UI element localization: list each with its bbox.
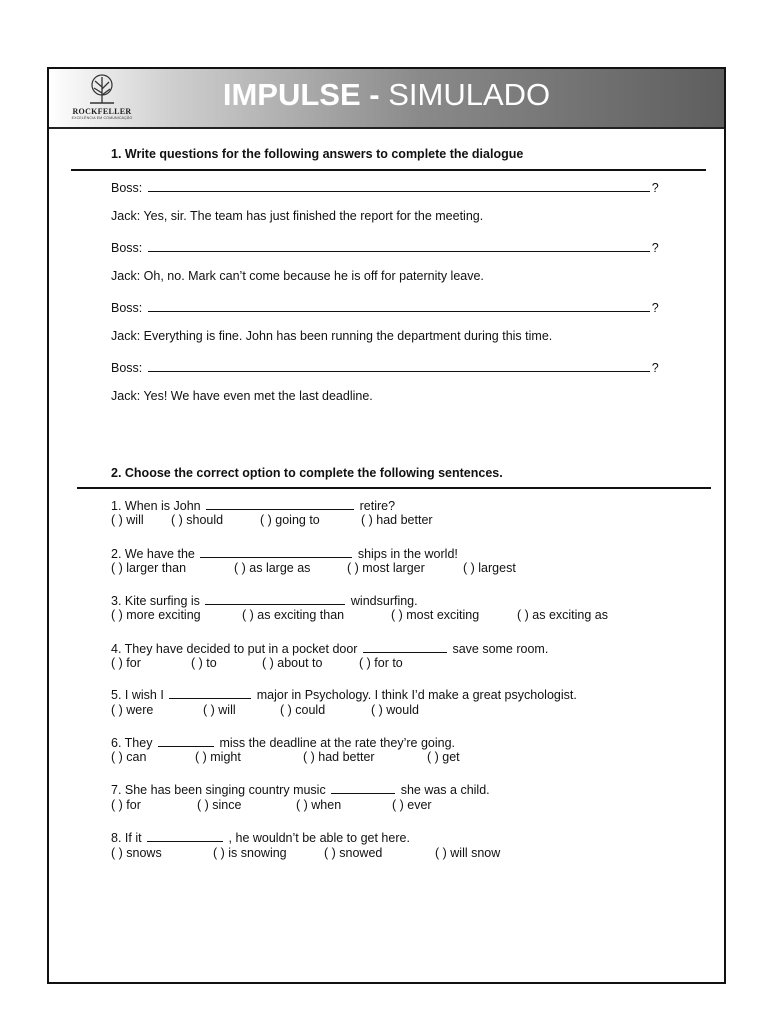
speaker: Boss: — [111, 301, 143, 315]
speaker: Jack: — [111, 329, 141, 343]
option-radio[interactable]: ( ) most exciting — [391, 608, 480, 622]
question-text-end: miss the deadline at the rate they’re going. — [219, 736, 455, 750]
line-end: ? — [651, 241, 659, 255]
question-text-end: windsurfing. — [350, 594, 418, 608]
answer-blank[interactable] — [147, 829, 223, 842]
answer-blank[interactable] — [148, 179, 650, 192]
question-text-end: , he wouldn’t be able to get here. — [228, 831, 410, 845]
option-radio[interactable]: ( ) would — [371, 703, 419, 717]
option-radio[interactable]: ( ) had better — [303, 750, 375, 764]
question-text-end: retire? — [359, 499, 396, 513]
question-text-end: ships in the world! — [357, 547, 458, 561]
answer-blank[interactable] — [148, 239, 650, 252]
line-end: ? — [651, 361, 659, 375]
question-8 — [111, 829, 410, 845]
speaker: Jack: — [111, 389, 141, 403]
option-radio[interactable]: ( ) snowed — [324, 846, 383, 860]
speaker: Boss: — [111, 361, 143, 375]
answer-blank[interactable] — [206, 497, 354, 510]
dialogue-line-1 — [111, 179, 659, 195]
option-radio[interactable]: ( ) more exciting — [111, 608, 201, 622]
option-radio[interactable]: ( ) will — [111, 513, 144, 527]
dialogue-line-8 — [111, 389, 373, 403]
line-end: ? — [651, 181, 659, 195]
option-radio[interactable]: ( ) get — [427, 750, 460, 764]
dialogue-line-4 — [111, 269, 484, 283]
section2-title: 2. Choose the correct option to complete the following sentences. — [111, 466, 503, 480]
question-2 — [111, 545, 458, 561]
question-text-end: save some room. — [452, 642, 549, 656]
dialogue-line-6 — [111, 329, 552, 343]
question-text: 3. Kite surfing is — [111, 594, 200, 608]
option-radio[interactable]: ( ) will — [203, 703, 236, 717]
question-3 — [111, 592, 418, 608]
worksheet-page — [47, 67, 726, 984]
dialogue-line-5 — [111, 299, 659, 315]
answer-blank[interactable] — [363, 640, 447, 653]
logo-tagline: EXCELÊNCIA EM COMUNICAÇÃO — [71, 116, 133, 120]
option-radio[interactable]: ( ) about to — [262, 656, 323, 670]
dialogue-line-7 — [111, 359, 659, 375]
answer-blank[interactable] — [148, 359, 650, 372]
answer-blank[interactable] — [331, 781, 395, 794]
question-6 — [111, 734, 455, 750]
option-radio[interactable]: ( ) for — [111, 798, 141, 812]
header-bar — [49, 69, 724, 129]
option-radio[interactable]: ( ) as exciting as — [517, 608, 609, 622]
option-radio[interactable]: ( ) for — [111, 656, 141, 670]
question-text: 4. They have decided to put in a pocket door — [111, 642, 358, 656]
option-radio[interactable]: ( ) had better — [361, 513, 433, 527]
option-radio[interactable]: ( ) could — [280, 703, 326, 717]
speaker: Jack: — [111, 269, 141, 283]
answer-blank[interactable] — [148, 299, 650, 312]
option-radio[interactable]: ( ) might — [195, 750, 241, 764]
option-radio[interactable]: ( ) to — [191, 656, 217, 670]
line-end: ? — [651, 301, 659, 315]
title-bold: IMPULSE - — [222, 77, 380, 112]
answer-blank[interactable] — [205, 592, 345, 605]
question-7 — [111, 781, 490, 797]
question-text: 6. They — [111, 736, 153, 750]
question-text: 2. We have the — [111, 547, 195, 561]
option-radio[interactable]: ( ) were — [111, 703, 154, 717]
option-radio[interactable]: ( ) is snowing — [213, 846, 287, 860]
option-radio[interactable]: ( ) as large as — [234, 561, 311, 575]
question-text: 5. I wish I — [111, 688, 164, 702]
section1-rule — [71, 169, 706, 171]
option-radio[interactable]: ( ) larger than — [111, 561, 187, 575]
speaker: Jack: — [111, 209, 141, 223]
question-text: 8. If it — [111, 831, 142, 845]
option-radio[interactable]: ( ) should — [171, 513, 224, 527]
dialogue-text: Yes! We have even met the last deadline. — [143, 389, 373, 403]
question-4 — [111, 640, 548, 656]
option-radio[interactable]: ( ) when — [296, 798, 342, 812]
option-radio[interactable]: ( ) most larger — [347, 561, 425, 575]
answer-blank[interactable] — [169, 686, 251, 699]
option-radio[interactable]: ( ) will snow — [435, 846, 501, 860]
option-radio[interactable]: ( ) as exciting than — [242, 608, 345, 622]
question-text-end: major in Psychology. I think I’d make a great psychologist. — [256, 688, 577, 702]
dialogue-text: Oh, no. Mark can’t come because he is off for paternity leave. — [143, 269, 484, 283]
question-1 — [111, 497, 395, 513]
option-radio[interactable]: ( ) snows — [111, 846, 162, 860]
answer-blank[interactable] — [158, 734, 214, 747]
speaker: Boss: — [111, 181, 143, 195]
dialogue-text: Everything is fine. John has been running the department during this time. — [143, 329, 553, 343]
option-radio[interactable]: ( ) going to — [260, 513, 320, 527]
speaker: Boss: — [111, 241, 143, 255]
option-radio[interactable]: ( ) since — [197, 798, 242, 812]
dialogue-line-2 — [111, 209, 483, 223]
question-text: 1. When is John — [111, 499, 201, 513]
option-radio[interactable]: ( ) largest — [463, 561, 516, 575]
section2-rule — [77, 487, 711, 489]
question-text: 7. She has been singing country music — [111, 783, 326, 797]
dialogue-text: Yes, sir. The team has just finished the report for the meeting. — [143, 209, 484, 223]
option-radio[interactable]: ( ) can — [111, 750, 147, 764]
option-radio[interactable]: ( ) for to — [359, 656, 403, 670]
logo-name: ROCKFELLER — [72, 107, 132, 116]
section1-title: 1. Write questions for the following answers to complete the dialogue — [111, 147, 524, 161]
dialogue-line-3 — [111, 239, 659, 255]
option-radio[interactable]: ( ) ever — [392, 798, 432, 812]
question-5 — [111, 686, 577, 702]
question-text-end: she was a child. — [400, 783, 490, 797]
page-title — [49, 75, 724, 115]
answer-blank[interactable] — [200, 545, 352, 558]
title-rest: SIMULADO — [379, 77, 551, 112]
